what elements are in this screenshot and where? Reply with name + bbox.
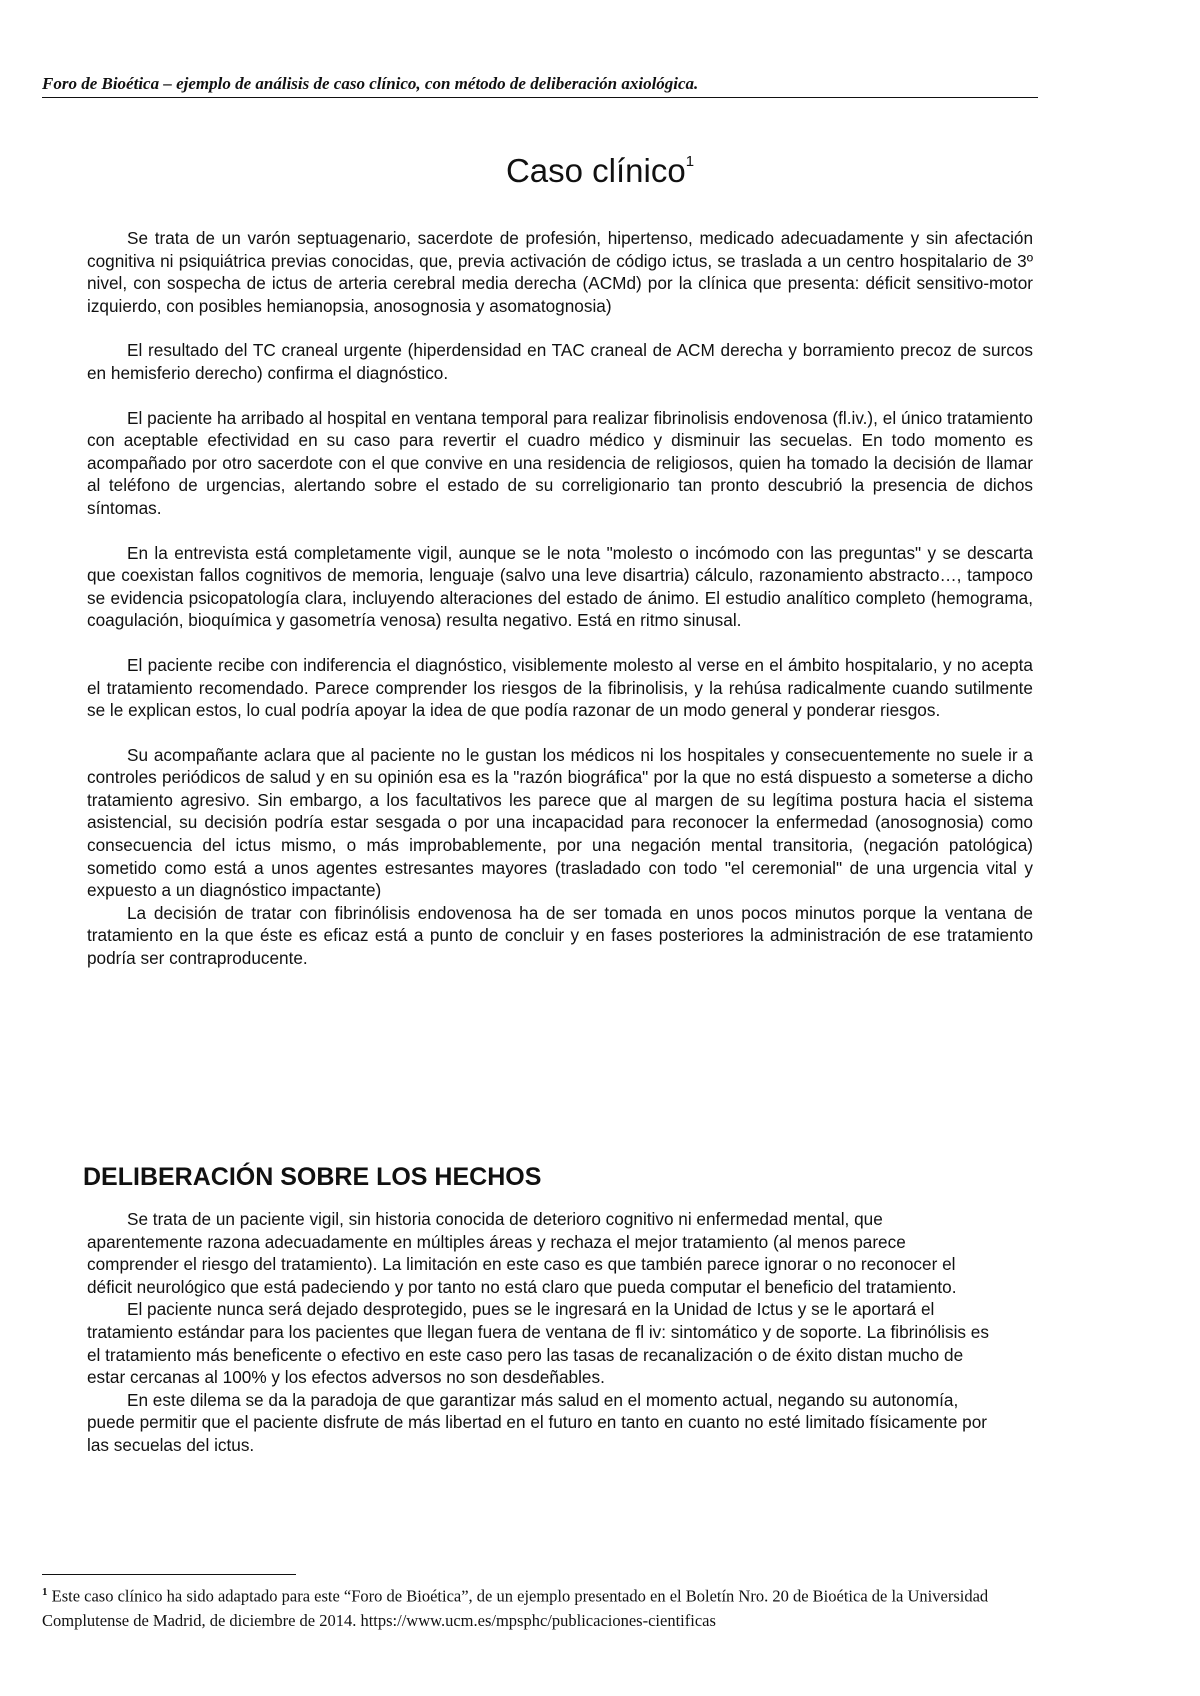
case-paragraph: En la entrevista está completamente vigil, aunque se le nota "molesto o incómodo con las preguntas" y se descarta que coexistan fallos cognitivos de memoria, lenguaje (salvo una leve disartria) cálculo, razonamiento abstracto…, tampoco se evidencia psicopatología clara, incluyendo alteraciones del estado de ánimo. El estudio analítico completo (hemograma, coagulación, bioquímica y gasometría venosa) resulta negativo. Está en ritmo sinusal. [87,542,1033,631]
section-heading: DELIBERACIÓN SOBRE LOS HECHOS [83,1163,542,1191]
footnote-marker: 1 [42,1586,48,1598]
case-description [87,227,1033,970]
title-text: Caso clínico [505,152,686,189]
deliberation-text [87,1208,999,1457]
footnote-separator [42,1574,296,1575]
running-header: Foro de Bioética – ejemplo de análisis de caso clínico, con método de deliberación axiológica. [42,74,1038,98]
case-paragraph: El paciente ha arribado al hospital en ventana temporal para realizar fibrinolisis endovenosa (fl.iv.), el único tratamiento con aceptable efectividad en su caso para revertir el cuadro médico y disminuir las secuelas. En todo momento es acompañado por otro sacerdote con el que convive en una residencia de religiosos, quien ha tomado la decisión de llamar al teléfono de urgencias, alertando sobre el estado de su correligionario tan pronto descubrió la presencia de dichos síntomas. [87,407,1033,518]
case-paragraph: El resultado del TC craneal urgente (hiperdensidad en TAC craneal de ACM derecha y borramiento precoz de surcos en hemisferio derecho) confirma el diagnóstico. [87,340,1033,383]
case-paragraph: Su acompañante aclara que al paciente no le gustan los médicos ni los hospitales y consecuentemente no suele ir a controles periódicos de salud y en su opinión esa es la "razón biográfica" por la que no está dispuesto a someterse a dicho tratamiento agresivo. Sin embargo, a los facultativos les parece que al margen de su legítima postura hacia el sistema asistencial, su decisión podría estar sesgada o por una incapacidad para reconocer la enfermedad (anosognosia) como consecuencia del ictus mismo, o más improbablemente, por una negación mental transitoria, (negación patológica) sometido como está a unos agentes estresantes mayores (trasladado con todo "el ceremonial" de una urgencia vital y expuesto a un diagnóstico impactante) [87,744,1033,901]
title-footnote-ref: 1 [685,153,695,170]
case-paragraph: El paciente recibe con indiferencia el diagnóstico, visiblemente molesto al verse en el ámbito hospitalario, y no acepta el tratamiento recomendado. Parece comprender los riesgos de la fibrinolisis, y la rehúsa radicalmente cuando sutilmente se le explican estos, lo cual podría apoyar la idea de que podía razonar de un modo general y ponderar riesgos. [87,654,1033,721]
footnote-text: Este caso clínico ha sido adaptado para este “Foro de Bioética”, de un ejemplo presentado en el Boletín Nro. 20 de Bioética de la Universidad Complutense de Madrid, de diciembre de 2014. https://www.ucm.es/mpsphc/publicaciones-cientificas [42,1586,989,1630]
page-title [0,146,1200,191]
case-paragraph: La decisión de tratar con fibrinólisis endovenosa ha de ser tomada en unos pocos minutos porque la ventana de tratamiento en la que éste es eficaz está a punto de concluir y en fases posteriores la administración de ese tratamiento podría ser contraproducente. [87,902,1033,969]
deliberation-paragraph: En este dilema se da la paradoja de que garantizar más salud en el momento actual, negando su autonomía, puede permitir que el paciente disfrute de más libertad en el futuro en tanto en cuanto no esté limitado físicamente por las secuelas del ictus. [87,1389,988,1455]
case-paragraph: Se trata de un varón septuagenario, sacerdote de profesión, hipertenso, medicado adecuadamente y sin afectación cognitiva ni psiquiátrica previas conocidas, que, previa activación de código ictus, se traslada a un centro hospitalario de 3º nivel, con sospecha de ictus de arteria cerebral media derecha (ACMd) por la clínica que presenta: déficit sensitivo-motor izquierdo, con posibles hemianopsia, anosognosia y asomatognosia) [87,228,1033,316]
deliberation-paragraph: Se trata de un paciente vigil, sin historia conocida de deterioro cognitivo ni enfermedad mental, que aparentemente razona adecuadamente en múltiples áreas y rechaza el mejor tratamiento (al menos parece comprender el riesgo del tratamiento). La limitación en este caso es que también parece ignorar o no reconocer el déficit neurológico que está padeciendo y por tanto no está claro que pueda computar el beneficio del tratamiento. [87,1209,957,1297]
footnote [42,1580,1032,1633]
deliberation-paragraph: El paciente nunca será dejado desprotegido, pues se le ingresará en la Unidad de Ictus y se le aportará el tratamiento estándar para los pacientes que llegan fuera de ventana de fl iv: sintomático y de soporte. La fibrinólisis es el tratamiento más beneficente o efectivo en este caso pero las tasas de recanalización o de éxito distan mucho de estar cercanas al 100% y los efectos adversos no son desdeñables. [87,1299,989,1388]
